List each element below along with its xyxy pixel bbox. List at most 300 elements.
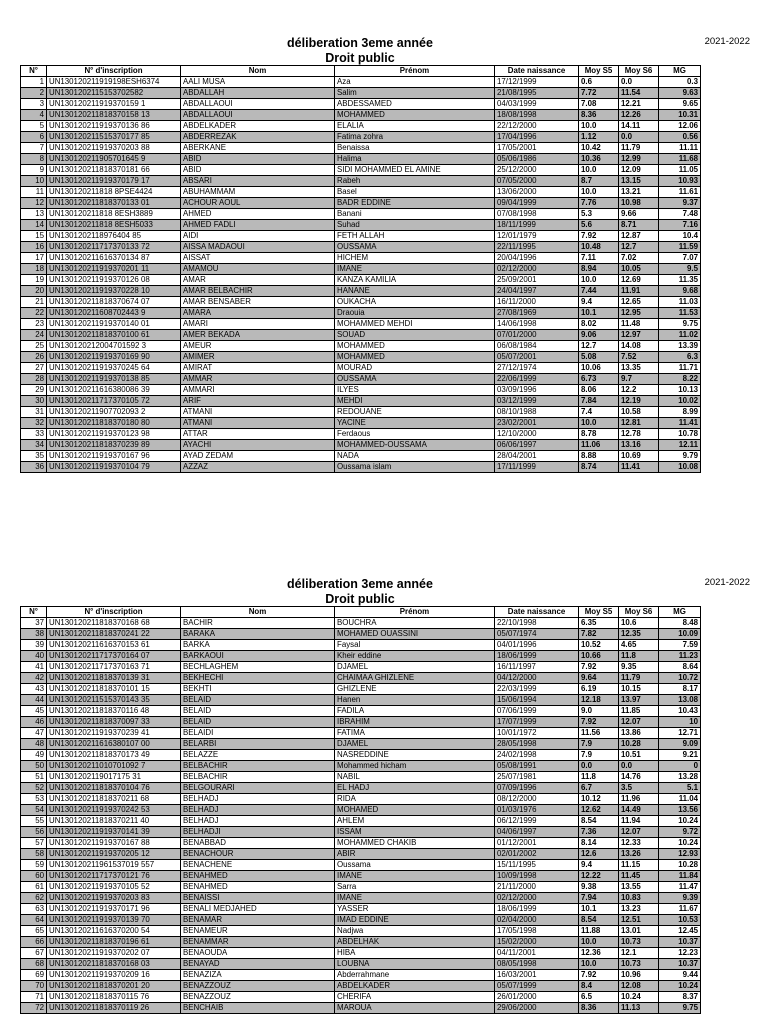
first-name-cell: Salim (335, 88, 495, 99)
first-name-cell: EL HADJ (335, 783, 495, 794)
last-name-cell: BEKHTI (181, 684, 335, 695)
average-s6-cell: 12.33 (619, 838, 659, 849)
first-name-cell: ABDESSAMED (335, 99, 495, 110)
row-number-cell: 35 (21, 451, 47, 462)
average-s5-cell: 8.94 (579, 264, 619, 275)
average-s6-cell: 9.35 (619, 662, 659, 673)
row-number-cell: 12 (21, 198, 47, 209)
average-s6-cell: 12.97 (619, 330, 659, 341)
first-name-cell: MOHAMMED (335, 341, 495, 352)
birth-date-cell: 17/04/1996 (495, 132, 579, 143)
average-s6-cell: 11.15 (619, 860, 659, 871)
last-name-cell: AMIRAT (181, 363, 335, 374)
table-row (21, 429, 701, 440)
general-average-cell: 9.37 (659, 198, 701, 209)
registration-number-cell: UN130120211919370203 83 (47, 893, 181, 904)
row-number-cell: 42 (21, 673, 47, 684)
average-s6-cell: 10.69 (619, 451, 659, 462)
registration-number-cell: UN130120211919370141 39 (47, 827, 181, 838)
average-s5-cell: 11.8 (579, 772, 619, 783)
average-s6-cell: 13.35 (619, 363, 659, 374)
first-name-cell: FATIMA (335, 728, 495, 739)
general-average-cell: 8.48 (659, 618, 701, 629)
first-name-cell: Faysal (335, 640, 495, 651)
first-name-cell: HIBA (335, 948, 495, 959)
row-number-cell: 51 (21, 772, 47, 783)
general-average-cell: 10.02 (659, 396, 701, 407)
average-s5-cell: 12.36 (579, 948, 619, 959)
row-number-cell: 48 (21, 739, 47, 750)
average-s6-cell: 0.0 (619, 77, 659, 88)
table-row (21, 374, 701, 385)
registration-number-cell: UN130120211818370158 13 (47, 110, 181, 121)
last-name-cell: AISSAT (181, 253, 335, 264)
first-name-cell: IMAD EDDINE (335, 915, 495, 926)
birth-date-cell: 15/06/1994 (495, 695, 579, 706)
last-name-cell: ARIF (181, 396, 335, 407)
average-s6-cell: 12.78 (619, 429, 659, 440)
average-s6-cell: 11.79 (619, 673, 659, 684)
birth-date-cell: 20/04/1996 (495, 253, 579, 264)
row-number-cell: 13 (21, 209, 47, 220)
average-s6-cell: 13.16 (619, 440, 659, 451)
first-name-cell: REDOUANE (335, 407, 495, 418)
row-number-cell: 52 (21, 783, 47, 794)
last-name-cell: BELHADJ (181, 805, 335, 816)
registration-number-cell: UN130120211010701092 7 (47, 761, 181, 772)
birth-date-cell: 16/11/2000 (495, 297, 579, 308)
row-number-cell: 29 (21, 385, 47, 396)
birth-date-cell: 06/08/1984 (495, 341, 579, 352)
last-name-cell: BECHLAGHEM (181, 662, 335, 673)
table-row (21, 121, 701, 132)
average-s6-cell: 11.54 (619, 88, 659, 99)
general-average-cell: 11.67 (659, 904, 701, 915)
birth-date-cell: 18/08/1998 (495, 110, 579, 121)
table-row (21, 728, 701, 739)
registration-number-cell: UN130120211818370180 80 (47, 418, 181, 429)
average-s6-cell: 11.96 (619, 794, 659, 805)
average-s6-cell: 12.21 (619, 99, 659, 110)
registration-number-cell: UN130120212004701592 3 (47, 341, 181, 352)
row-number-cell: 1 (21, 77, 47, 88)
average-s5-cell: 12.7 (579, 341, 619, 352)
general-average-cell: 9.44 (659, 970, 701, 981)
birth-date-cell: 04/12/2000 (495, 673, 579, 684)
table-row (21, 981, 701, 992)
first-name-cell: MOHAMMED (335, 110, 495, 121)
table-row (21, 783, 701, 794)
average-s6-cell: 10.6 (619, 618, 659, 629)
general-average-cell: 10.37 (659, 959, 701, 970)
birth-date-cell: 02/12/2000 (495, 893, 579, 904)
average-s5-cell: 7.92 (579, 662, 619, 673)
table-row (21, 684, 701, 695)
registration-number-cell: UN130120211818370181 66 (47, 165, 181, 176)
average-s5-cell: 10.1 (579, 308, 619, 319)
general-average-cell: 9.72 (659, 827, 701, 838)
row-number-cell: 25 (21, 341, 47, 352)
registration-number-cell: UN130120211818370211 40 (47, 816, 181, 827)
row-number-cell: 20 (21, 286, 47, 297)
birth-date-cell: 16/11/1997 (495, 662, 579, 673)
average-s5-cell: 7.11 (579, 253, 619, 264)
registration-number-cell: UN130120211818370115 76 (47, 992, 181, 1003)
birth-date-cell: 01/03/1976 (495, 805, 579, 816)
table-row (21, 330, 701, 341)
last-name-cell: ACHOUR AOUL (181, 198, 335, 209)
birth-date-cell: 25/09/2001 (495, 275, 579, 286)
first-name-cell: DJAMEL (335, 662, 495, 673)
table-row (21, 662, 701, 673)
general-average-cell: 10.31 (659, 110, 701, 121)
last-name-cell: ABID (181, 154, 335, 165)
last-name-cell: AZZAZ (181, 462, 335, 473)
table-row (21, 1003, 701, 1014)
table-row (21, 77, 701, 88)
row-number-cell: 17 (21, 253, 47, 264)
table-row (21, 308, 701, 319)
row-number-cell: 22 (21, 308, 47, 319)
row-number-cell: 71 (21, 992, 47, 1003)
row-number-cell: 54 (21, 805, 47, 816)
registration-number-cell: UN130120211616380107 00 (47, 739, 181, 750)
table-row (21, 110, 701, 121)
general-average-cell: 11.47 (659, 882, 701, 893)
row-number-cell: 44 (21, 695, 47, 706)
average-s5-cell: 9.0 (579, 706, 619, 717)
average-s6-cell: 11.13 (619, 1003, 659, 1014)
first-name-cell: Rabeh (335, 176, 495, 187)
registration-number-cell: UN130120211818370239 89 (47, 440, 181, 451)
birth-date-cell: 16/03/2001 (495, 970, 579, 981)
last-name-cell: ABERKANE (181, 143, 335, 154)
average-s6-cell: 11.94 (619, 816, 659, 827)
row-number-cell: 36 (21, 462, 47, 473)
average-s5-cell: 10.0 (579, 165, 619, 176)
table-row (21, 451, 701, 462)
registration-number-cell: UN130120211919370139 70 (47, 915, 181, 926)
first-name-cell: DJAMEL (335, 739, 495, 750)
table-row (21, 176, 701, 187)
average-s6-cell: 4.65 (619, 640, 659, 651)
first-name-cell: Oussama islam (335, 462, 495, 473)
general-average-cell: 12.71 (659, 728, 701, 739)
registration-number-cell: UN130120211515370177 85 (47, 132, 181, 143)
average-s5-cell: 10.0 (579, 959, 619, 970)
column-header-average-s6: Moy S6 (619, 607, 659, 618)
registration-number-cell: UN130120211717370105 72 (47, 396, 181, 407)
average-s6-cell: 13.97 (619, 695, 659, 706)
first-name-cell: MAROUA (335, 1003, 495, 1014)
first-name-cell: IMANE (335, 871, 495, 882)
birth-date-cell: 05/07/1974 (495, 629, 579, 640)
column-header-average-s5: Moy S5 (579, 607, 619, 618)
first-name-cell: Mohammed hicham (335, 761, 495, 772)
birth-date-cell: 22/11/1995 (495, 242, 579, 253)
registration-number-cell: UN130120211919370167 96 (47, 451, 181, 462)
general-average-cell: 9.21 (659, 750, 701, 761)
first-name-cell: ELALIA (335, 121, 495, 132)
registration-number-cell: UN130120211616370134 87 (47, 253, 181, 264)
first-name-cell: ABDELHAK (335, 937, 495, 948)
average-s5-cell: 11.06 (579, 440, 619, 451)
table-row (21, 418, 701, 429)
average-s5-cell: 11.88 (579, 926, 619, 937)
first-name-cell: NADA (335, 451, 495, 462)
last-name-cell: AIDI (181, 231, 335, 242)
column-header-row-number: N° (21, 607, 47, 618)
birth-date-cell: 22/12/2000 (495, 121, 579, 132)
table-row (21, 926, 701, 937)
average-s5-cell: 5.6 (579, 220, 619, 231)
birth-date-cell: 21/11/2000 (495, 882, 579, 893)
birth-date-cell: 15/11/1995 (495, 860, 579, 871)
last-name-cell: BENABBAD (181, 838, 335, 849)
last-name-cell: BENAOUDA (181, 948, 335, 959)
general-average-cell: 12.93 (659, 849, 701, 860)
row-number-cell: 55 (21, 816, 47, 827)
average-s6-cell: 11.91 (619, 286, 659, 297)
average-s6-cell: 14.76 (619, 772, 659, 783)
average-s5-cell: 0.6 (579, 77, 619, 88)
average-s6-cell: 13.15 (619, 176, 659, 187)
last-name-cell: BELBACHIR (181, 772, 335, 783)
row-number-cell: 6 (21, 132, 47, 143)
row-number-cell: 38 (21, 629, 47, 640)
birth-date-cell: 24/04/1997 (495, 286, 579, 297)
last-name-cell: BELHADJI (181, 827, 335, 838)
general-average-cell: 11.71 (659, 363, 701, 374)
birth-date-cell: 18/06/1999 (495, 904, 579, 915)
average-s5-cell: 10.06 (579, 363, 619, 374)
average-s6-cell: 7.02 (619, 253, 659, 264)
first-name-cell: BADR EDDINE (335, 198, 495, 209)
general-average-cell: 10.53 (659, 915, 701, 926)
average-s5-cell: 7.92 (579, 970, 619, 981)
average-s5-cell: 8.06 (579, 385, 619, 396)
average-s6-cell: 12.65 (619, 297, 659, 308)
table-row (21, 462, 701, 473)
average-s5-cell: 8.36 (579, 110, 619, 121)
table-row (21, 849, 701, 860)
last-name-cell: AMEUR (181, 341, 335, 352)
registration-number-cell: UN130120211919370159 1 (47, 99, 181, 110)
birth-date-cell: 04/06/1997 (495, 827, 579, 838)
column-header-birth-date: Date naissance (495, 66, 579, 77)
row-number-cell: 26 (21, 352, 47, 363)
first-name-cell: Benaissa (335, 143, 495, 154)
first-name-cell: NASREDDINE (335, 750, 495, 761)
general-average-cell: 0.56 (659, 132, 701, 143)
average-s6-cell: 9.66 (619, 209, 659, 220)
general-average-cell: 10.93 (659, 176, 701, 187)
general-average-cell: 11.35 (659, 275, 701, 286)
birth-date-cell: 07/06/1999 (495, 706, 579, 717)
last-name-cell: AMIMER (181, 352, 335, 363)
average-s5-cell: 7.08 (579, 99, 619, 110)
first-name-cell: LOUBNA (335, 959, 495, 970)
last-name-cell: BENAMAR (181, 915, 335, 926)
registration-number-cell: UN130120211818370104 76 (47, 783, 181, 794)
table-row (21, 363, 701, 374)
first-name-cell: Abderrahmane (335, 970, 495, 981)
last-name-cell: ABDALLAH (181, 88, 335, 99)
birth-date-cell: 08/10/1988 (495, 407, 579, 418)
average-s6-cell: 12.09 (619, 165, 659, 176)
last-name-cell: BENAZZOUZ (181, 992, 335, 1003)
first-name-cell: ISSAM (335, 827, 495, 838)
general-average-cell: 11.59 (659, 242, 701, 253)
column-header-first-name: Prénom (335, 66, 495, 77)
registration-number-cell: UN130120211919370202 07 (47, 948, 181, 959)
average-s5-cell: 10.0 (579, 937, 619, 948)
table-row (21, 904, 701, 915)
row-number-cell: 58 (21, 849, 47, 860)
average-s5-cell: 1.12 (579, 132, 619, 143)
row-number-cell: 2 (21, 88, 47, 99)
general-average-cell: 7.16 (659, 220, 701, 231)
general-average-cell: 11.23 (659, 651, 701, 662)
last-name-cell: BEKHECHI (181, 673, 335, 684)
table-row (21, 187, 701, 198)
table-row (21, 893, 701, 904)
registration-number-cell: UN130120211818370101 15 (47, 684, 181, 695)
last-name-cell: ATMANI (181, 407, 335, 418)
last-name-cell: ABDELKADER (181, 121, 335, 132)
row-number-cell: 11 (21, 187, 47, 198)
average-s6-cell: 10.73 (619, 959, 659, 970)
average-s5-cell: 7.4 (579, 407, 619, 418)
table-row (21, 948, 701, 959)
average-s5-cell: 7.36 (579, 827, 619, 838)
last-name-cell: BELAID (181, 706, 335, 717)
general-average-cell: 10.24 (659, 838, 701, 849)
last-name-cell: AMAR (181, 275, 335, 286)
row-number-cell: 33 (21, 429, 47, 440)
average-s5-cell: 7.84 (579, 396, 619, 407)
birth-date-cell: 13/06/2000 (495, 187, 579, 198)
birth-date-cell: 22/03/1999 (495, 684, 579, 695)
birth-date-cell: 24/02/1998 (495, 750, 579, 761)
registration-number-cell: UN130120211905701645 9 (47, 154, 181, 165)
average-s6-cell: 11.79 (619, 143, 659, 154)
registration-number-cell: UN130120211919370140 01 (47, 319, 181, 330)
general-average-cell: 10.24 (659, 816, 701, 827)
general-average-cell: 7.07 (659, 253, 701, 264)
birth-date-cell: 17/07/1999 (495, 717, 579, 728)
row-number-cell: 34 (21, 440, 47, 451)
page-header (20, 36, 750, 65)
general-average-cell: 10.43 (659, 706, 701, 717)
birth-date-cell: 09/04/1999 (495, 198, 579, 209)
first-name-cell: HICHEM (335, 253, 495, 264)
registration-number-cell: UN130120211919370245 64 (47, 363, 181, 374)
general-average-cell: 0 (659, 761, 701, 772)
general-average-cell: 10.28 (659, 860, 701, 871)
birth-date-cell: 07/05/2000 (495, 176, 579, 187)
row-number-cell: 3 (21, 99, 47, 110)
average-s5-cell: 7.92 (579, 231, 619, 242)
birth-date-cell: 23/02/2001 (495, 418, 579, 429)
first-name-cell: MOHAMMED (335, 352, 495, 363)
registration-number-cell: UN130120211818370173 49 (47, 750, 181, 761)
average-s6-cell: 12.19 (619, 396, 659, 407)
first-name-cell: RIDA (335, 794, 495, 805)
table-row (21, 860, 701, 871)
average-s6-cell: 14.11 (619, 121, 659, 132)
birth-date-cell: 12/10/2000 (495, 429, 579, 440)
first-name-cell: IMANE (335, 893, 495, 904)
birth-date-cell: 17/12/1999 (495, 77, 579, 88)
first-name-cell: KANZA KAMILIA (335, 275, 495, 286)
last-name-cell: BELAID (181, 717, 335, 728)
average-s6-cell: 10.24 (619, 992, 659, 1003)
header-row (21, 607, 701, 618)
registration-number-cell: UN130120211818370100 61 (47, 330, 181, 341)
average-s5-cell: 7.9 (579, 750, 619, 761)
birth-date-cell: 12/01/1979 (495, 231, 579, 242)
average-s6-cell: 10.83 (619, 893, 659, 904)
birth-date-cell: 06/06/1997 (495, 440, 579, 451)
average-s6-cell: 11.45 (619, 871, 659, 882)
first-name-cell: MOHAMMED CHAKIB (335, 838, 495, 849)
first-name-cell: Draouia (335, 308, 495, 319)
row-number-cell: 53 (21, 794, 47, 805)
registration-number-cell: UN130120211818370097 33 (47, 717, 181, 728)
birth-date-cell: 21/08/1995 (495, 88, 579, 99)
average-s5-cell: 8.02 (579, 319, 619, 330)
last-name-cell: BELAZZE (181, 750, 335, 761)
row-number-cell: 7 (21, 143, 47, 154)
average-s6-cell: 3.5 (619, 783, 659, 794)
registration-number-cell: UN130120211818370133 01 (47, 198, 181, 209)
general-average-cell: 10.72 (659, 673, 701, 684)
first-name-cell: Banani (335, 209, 495, 220)
general-average-cell: 11.05 (659, 165, 701, 176)
first-name-cell: ABIR (335, 849, 495, 860)
general-average-cell: 6.3 (659, 352, 701, 363)
deliberation-page-2 (20, 577, 750, 1014)
birth-date-cell: 05/06/1986 (495, 154, 579, 165)
last-name-cell: BELBACHIR (181, 761, 335, 772)
table-row (21, 882, 701, 893)
last-name-cell: AALI MUSA (181, 77, 335, 88)
last-name-cell: AHMED (181, 209, 335, 220)
last-name-cell: AMARI (181, 319, 335, 330)
registration-number-cell: UN130120211961537019 557 (47, 860, 181, 871)
table-row (21, 99, 701, 110)
last-name-cell: AMAMOU (181, 264, 335, 275)
average-s6-cell: 10.98 (619, 198, 659, 209)
row-number-cell: 37 (21, 618, 47, 629)
average-s5-cell: 7.44 (579, 286, 619, 297)
average-s5-cell: 9.4 (579, 860, 619, 871)
last-name-cell: AMAR BENSABER (181, 297, 335, 308)
average-s5-cell: 12.6 (579, 849, 619, 860)
row-number-cell: 18 (21, 264, 47, 275)
table-row (21, 242, 701, 253)
general-average-cell: 0.3 (659, 77, 701, 88)
first-name-cell: MOHAMED (335, 805, 495, 816)
birth-date-cell: 17/05/1998 (495, 926, 579, 937)
last-name-cell: ABUHAMMAM (181, 187, 335, 198)
registration-number-cell: UN130120211919370209 16 (47, 970, 181, 981)
table-row (21, 209, 701, 220)
registration-number-cell: UN130120211919370239 41 (47, 728, 181, 739)
registration-number-cell: UN130120211907702093 2 (47, 407, 181, 418)
average-s5-cell: 6.19 (579, 684, 619, 695)
